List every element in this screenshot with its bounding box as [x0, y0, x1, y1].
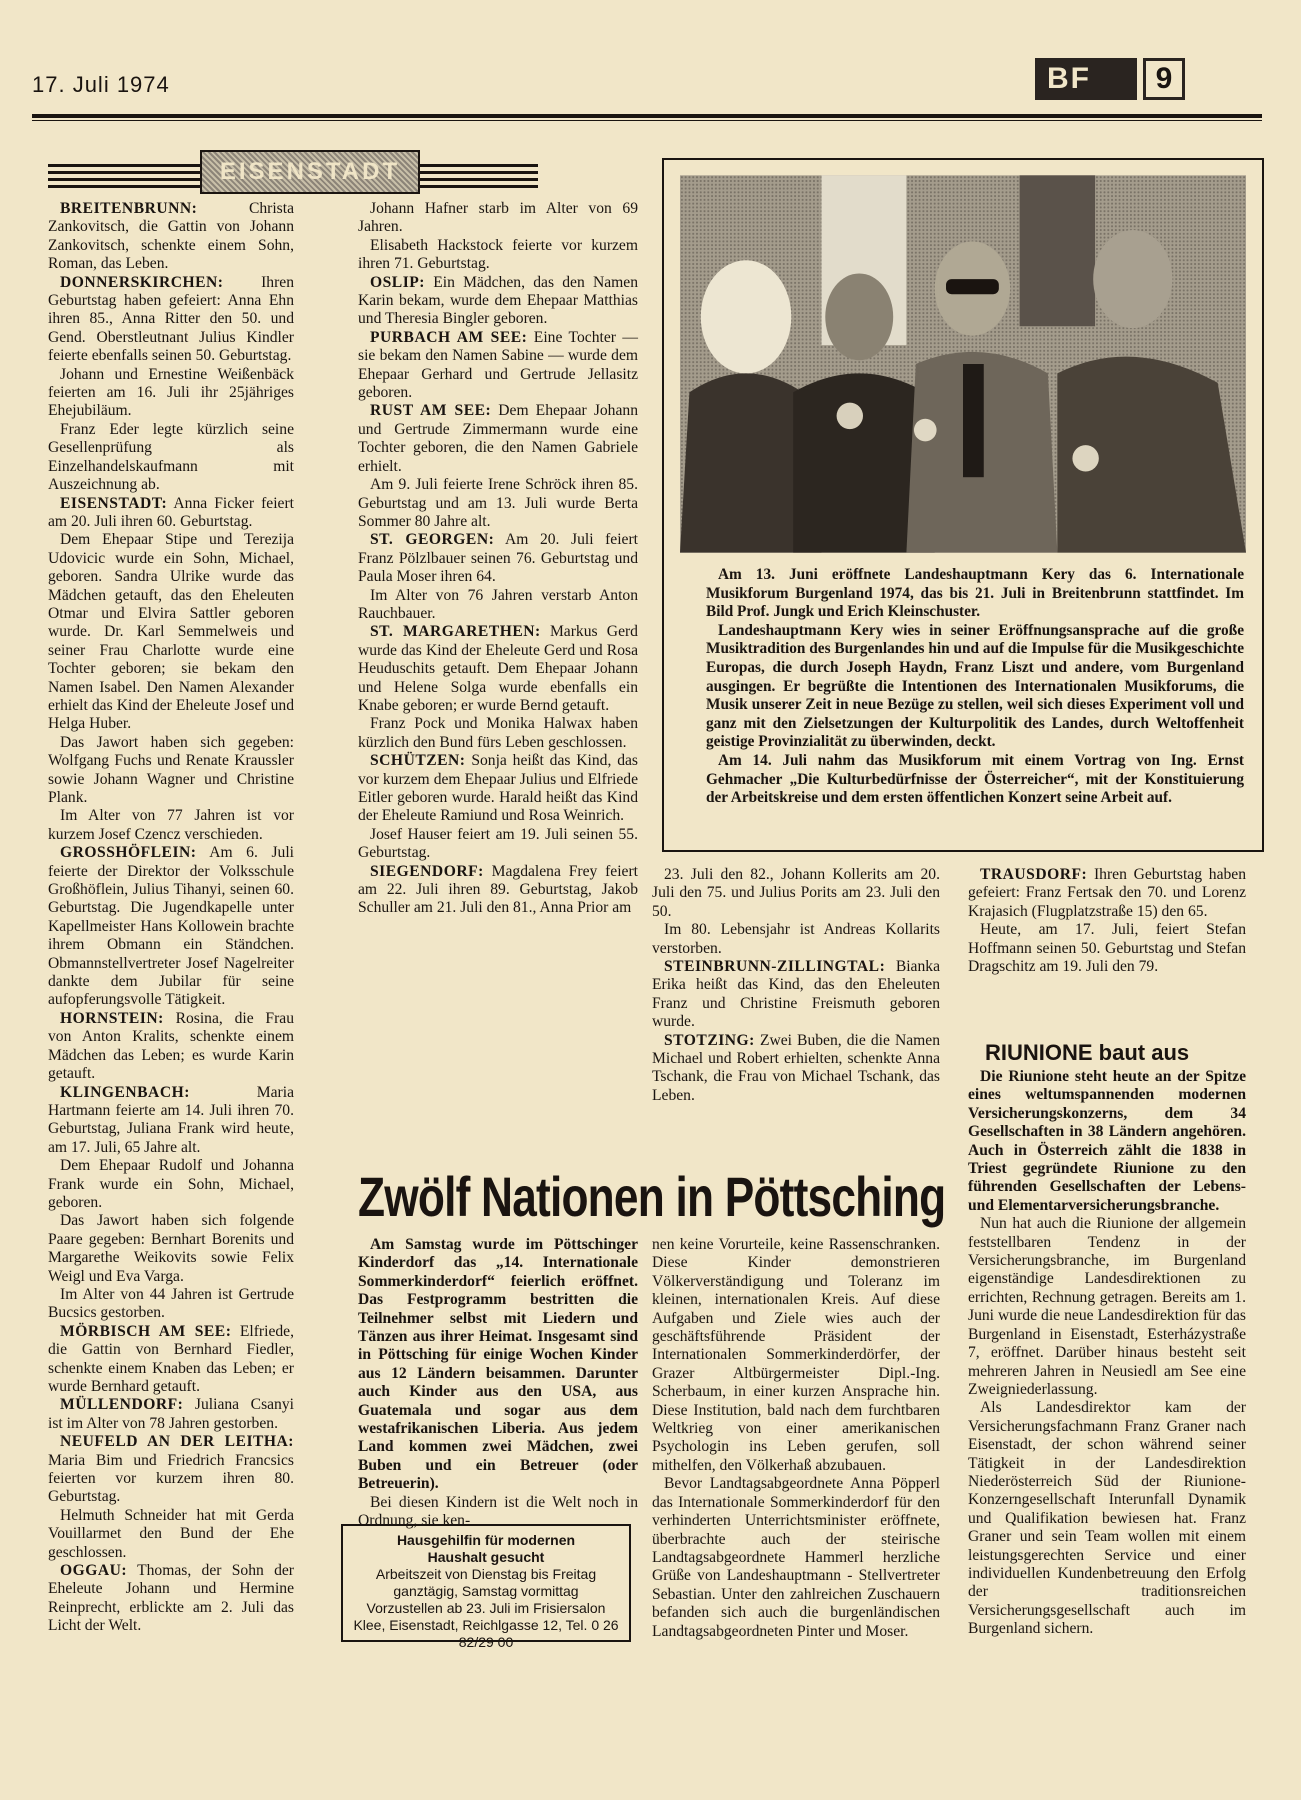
classified-ad [341, 1524, 631, 1650]
col2-entry [358, 329, 638, 403]
col1-entry [48, 1323, 294, 1397]
place-name: STEINBRUNN-ZILLINGTAL: [664, 958, 886, 976]
header-rule [32, 114, 1262, 121]
entry-text: Thomas, der Sohn der Eheleute Johann und Hermine Reinprecht, erblickte am 2. Juli das Licht der Welt. [48, 1562, 294, 1635]
column-1 [48, 200, 294, 1636]
event-photo [680, 166, 1246, 562]
riunione-headline: RIUNIONE baut aus [985, 1040, 1190, 1065]
col1-entry [48, 1212, 294, 1286]
col2-entry [358, 715, 638, 752]
riunione-paragraph-2: Als Landesdirektor kam der Versicherungsfachmann Franz Graner nach Eisenstadt, der schon während seiner Tätigkeit in der Landesdirektion Niederösterreich Süd der Riunione-Konzerngesellschaft Interunfall Dynamik und Qualifikation bewiesen hat. Franz Graner und sein Team wollen mit einem leistungsgerechten Service und einer individuellen Kundenbetreuung den Erfolg der traditionsreichen Versicherungsgesellschaft auch im Burgenland sichern. [968, 1399, 1246, 1638]
entry-text: Ein Mädchen, das den Namen Karin bekam, wurde dem Ehepaar Matthias und Theresia Bingler geboren. [358, 273, 638, 328]
newspaper-logo [1035, 58, 1185, 100]
entry-text: Elfriede, die Gattin von Bernhard Fiedler, schenkte einem Knaben das Leben; er wurde Bernhard getauft. [48, 1322, 294, 1395]
column-2 [358, 200, 638, 918]
logo-bf: BF [1035, 58, 1137, 100]
article-column-2 [652, 1236, 940, 1641]
col3-entry [652, 921, 940, 958]
riunione-paragraph-1: Nun hat auch die Riunione der allgemein feststellbaren Tendenz in der Versicherungsbranche, im Burgenland eigenständige Landesdirektionen zu errichten, Rechnung getragen. Bereits am 1. Juni wurde die neue Landesdirektion für das Burgenland in Eisenstadt, Esterházystraße 7, eröffnet. Darüber hinaus besteht seit mehreren Jahren in Neusiedl am See eine Zweigniederlassung. [968, 1215, 1246, 1398]
ad-title-1: Hausgehilfin für modernen [396, 1532, 576, 1548]
col3-entry [652, 958, 940, 1032]
column-3 [652, 866, 940, 1105]
place-name: STOTZING: [664, 1031, 755, 1049]
caption-paragraph: Landeshauptmann Kery wies in seiner Eröffnungsansprache auf die große Musiktradition des Burgenlandes hin und auf die Impulse für die Musikgeschichte Europas, die durch Joseph Haydn, Franz Liszt und andere, vom Burgenland ausgingen. Er begrüßte die Intentionen des Internationalen Musikforums, die Musik unserer Zeit in neue Bezüge zu stellen, weil sich dieses Experiment voll und ganz mit den Zielsetzungen der Kulturpolitik des Landes, durch Weltoffenheit geistige Provinzialität zu überwinden, deckt. [706, 621, 1244, 751]
article-body-1: Bei diesen Kindern ist die Welt noch in Ordnung, sie ken- [358, 1493, 638, 1530]
place-name: SCHÜTZEN: [370, 752, 466, 770]
riunione-lead: Die Riunione steht heute an der Spitze eines weltumspannenden modernen Versicherungskonzerns, dem 34 Gesellschaften in 38 Ländern angehören. Auch in Österreich zählt die 1838 in Triest gegründete Riunione zu den führenden Gesellschaften der Lebens- und Elementarversicherungsbranche. [968, 1068, 1246, 1214]
place-name: OSLIP: [370, 273, 425, 291]
col1-entry [48, 1286, 294, 1323]
col1-entry [48, 366, 294, 421]
article-column-1 [358, 1236, 638, 1531]
entry-text: Franz Pock und Monika Halwax haben kürzlich den Bund fürs Leben geschlossen. [358, 715, 638, 751]
caption-paragraph: Am 14. Juli nahm das Musikforum mit einem Vortrag von Ing. Ernst Gehmacher „Die Kulturbedürfnisse der Österreicher“, mit der Konstituierung der Arbeitskreise und dem ersten öffentlichen Konzert seine Arbeit auf. [706, 751, 1244, 807]
section-title: EISENSTADT [200, 150, 420, 194]
col1-entry [48, 844, 294, 1010]
entry-text: Das Jawort haben sich folgende Paare gegeben: Bernhart Borenits und Margarethe Weikovits sowie Felix Weigl und Eva Varga. [48, 1212, 294, 1285]
place-name: HORNSTEIN: [60, 1009, 164, 1027]
entry-text: Eine Tochter — sie bekam den Namen Sabine — wurde dem Ehepaar Gerhard und Gertrude Jellasitz geboren. [358, 328, 639, 402]
entry-text: Helmuth Schneider hat mit Gerda Vouillarmet den Bund der Ehe geschlossen. [48, 1506, 294, 1561]
col3-entry [652, 1032, 940, 1106]
col2-entry [358, 476, 638, 531]
entry-text: Maria Bim und Friedrich Francsics feierten vor kurzem ihren 80. Geburtstag. [48, 1451, 294, 1506]
place-name: ST. GEORGEN: [370, 531, 495, 549]
ad-contact: Vorzustellen ab 23. Juli im Frisiersalon Klee, Eisenstadt, Reichlgasse 12, Tel. 0 26 82/29 00 [353, 1600, 619, 1650]
entry-text: Im 80. Lebensjahr ist Andreas Kollarits verstorben. [652, 921, 940, 957]
entry-text: Im Alter von 44 Jahren ist Gertrude Bucsics gestorben. [48, 1285, 294, 1322]
place-name: BREITENBRUNN: [60, 200, 198, 217]
entry-text: Bianka Erika heißt das Kind, das den Eheleuten Franz und Christine Freismuth geboren wurde. [652, 958, 940, 1031]
place-name: EISENSTADT: [60, 494, 168, 512]
column-4 [968, 866, 1246, 976]
col2-entry [358, 623, 638, 715]
col1-entry [48, 531, 294, 733]
entry-text: Johann und Ernestine Weißenbäck feierten am 16. Juli ihr 25jähriges Ehejubiläum. [48, 365, 294, 420]
col2-entry [358, 200, 638, 237]
entry-text: Elisabeth Hackstock feierte vor kurzem ihren 71. Geburtstag. [358, 236, 638, 273]
entry-text: Franz Eder legte kürzlich seine Gesellenprüfung als Einzelhandelskaufmann mit Auszeichnung ab. [48, 420, 294, 494]
caption-paragraph: Am 13. Juni eröffnete Landeshauptmann Kery das 6. Internationale Musikforum Burgenland 1974, das bis 21. Juli in Breitenbrunn stattfindet. Im Bild Prof. Jungk und Erich Kleinschuster. [706, 566, 1244, 621]
place-name: KLINGENBACH: [60, 1083, 190, 1101]
article-paragraph: nen keine Vorurteile, keine Rassenschranken. Diese Kinder demonstrieren Völkerverständigung und Toleranz im kleinen, internationalen Kreis. Auf diese Aufgaben und Ziele wies auch der geschäftsführende Präsident der Internationalen Sommerkinderdörfer, der Grazer Altbürgermeister Dipl.-Ing. Scherbaum, in einer kurzen Ansprache hin. Diese Institution, bald nach dem furchtbaren Weltkrieg von einer amerikanischen Psychologin ins Leben gerufen, soll mithelfen, den Völkerhaß abzubauen. [652, 1236, 940, 1474]
photo-caption [706, 566, 1244, 808]
col2-entry [358, 826, 638, 863]
col1-entry [48, 1562, 294, 1636]
place-name: DONNERSKIRCHEN: [60, 273, 224, 291]
col2-entry [358, 863, 638, 918]
entry-text: Ihren Geburtstag haben gefeiert: Anna Ehn ihren 85., Anna Ritter den 50. und Gend. Oberstleutnant Julius Kindler feierte ebenfalls seinen 50. Geburtstag. [48, 273, 294, 365]
entry-text: Dem Ehepaar Stipe und Terezija Udovicic wurde ein Sohn, Michael, geboren. Sandra Ulrike wurde das Mädchen getauft, das den Eheleuten Otmar und Elvira Sattler geboren wurde. Dr. Karl Semmelweis und seiner Frau Charlotte wurde eine Tochter geboren; sie bekam den Namen Isabel. Den Namen Alexander erhielt das Kind der Eheleute Josef und Helga Huber. [48, 531, 294, 733]
entry-text: Am 20. Juli feiert Franz Pölzlbauer seinen 76. Geburtstag und Paula Moser ihren 64. [358, 531, 638, 586]
page-number: 9 [1143, 58, 1185, 100]
place-name: TRAUSDORF: [980, 866, 1088, 883]
article-paragraph: Bevor Landtagsabgeordnete Anna Pöpperl das Internationale Sommerkinderdorf für den verhinderten Unterrichtsminister eröffnete, überbrachte auch der steirische Landtagsabgeordnete Hammerl herzliche Grüße von Landeshauptmann - Stellvertreter Sebastian. Unter den zahlreichen Zuschauern befanden sich auch die burgenländischen Landtagsabgeordneten Pinter und Moser. [652, 1475, 940, 1640]
entry-text: Magdalena Frey feiert am 22. Juli ihren 89. Geburtstag, Jakob Schuller am 21. Juli den 81., Anna Prior am [358, 862, 638, 917]
col4-entry [968, 921, 1246, 976]
col1-entry [48, 1507, 294, 1562]
col1-entry [48, 495, 294, 532]
entry-text: Maria Hartmann feierte am 14. Juli ihren 70. Geburtstag, Juliana Frank wird heute, am 17. Juli, 65 Jahre alt. [48, 1083, 294, 1156]
place-name: MÜLLENDORF: [60, 1396, 184, 1414]
entry-text: Anna Ficker feiert am 20. Juli ihren 60. Geburtstag. [48, 494, 294, 530]
place-name: OGGAU: [60, 1562, 128, 1580]
entry-text: Johann Hafner starb im Alter von 69 Jahren. [358, 200, 638, 236]
col4-entry [968, 866, 1246, 921]
entry-text: Rosina, die Frau von Anton Kralits, schenkte einem Mädchen das Leben; es wurde Karin getauft. [48, 1009, 294, 1083]
entry-text: Am 6. Juli feierte der Direktor der Volksschule Großhöflein, Julius Tihanyi, seinen 60. Geburtstag. Die Jugendkapelle unter Kapellmeister Hans Kollowein brachte ihrem Obmann ein Ständchen. Obmannstellvertreter Josef Nagelreiter dankte dem Jubilar für seine aufopferungsvolle Tätigkeit. [48, 844, 294, 1009]
entry-text: Heute, am 17. Juli, feiert Stefan Hoffmann seinen 50. Geburtstag und Stefan Dragschitz am 19. Juli den 79. [968, 921, 1246, 976]
entry-text: Das Jawort haben sich gegeben: Wolfgang Fuchs und Renate Kraussler sowie Johann Wagner und Christine Plank. [48, 733, 294, 806]
ad-hours: Arbeitszeit von Dienstag bis Freitag ganztägig, Samstag vormittag [375, 1566, 597, 1599]
entry-text: Zwei Buben, die die Namen Michael und Robert erhielten, schenkte Anna Tschank, die Frau von Michael Tschank, das Leben. [652, 1031, 940, 1104]
col2-entry [358, 531, 638, 586]
article-lead: Am Samstag wurde im Pöttschinger Kinderdorf das „14. Internationale Sommerkinderdorf“ feierlich eröffnet. Das Festprogramm bestritten die Teilnehmer selbst mit Liedern und Tänzen aus ihrer Heimat. Insgesamt sind in Pöttsching für einige Wochen Kinder aus 12 Ländern beisammen. Darunter auch Kinder aus den USA, aus Guatemala und sogar aus dem westafrikanischen Liberia. Aus jedem Land kommen zwei Mädchen, zwei Buben und ein Betreuer (oder Betreuerin). [358, 1236, 638, 1493]
place-name: GROSSHÖFLEIN: [60, 844, 197, 862]
issue-date: 17. Juli 1974 [32, 72, 170, 97]
entry-text: Josef Hauser feiert am 19. Juli seinen 55. Geburtstag. [358, 825, 638, 862]
ad-title-2: Haushalt gesucht [427, 1549, 545, 1565]
place-name: SIEGENDORF: [370, 862, 484, 880]
place-name: NEUFELD AN DER LEITHA: [60, 1433, 294, 1451]
col1-entry [48, 1084, 294, 1158]
entry-text: Juliana Csanyi ist im Alter von 78 Jahren gestorben. [48, 1396, 294, 1432]
col1-entry [48, 1157, 294, 1212]
col2-entry [358, 587, 638, 624]
riunione-article [968, 1068, 1246, 1639]
col1-entry [48, 200, 294, 274]
entry-text: Am 9. Juli feierte Irene Schröck ihren 85. Geburtstag und am 13. Juli wurde Berta Sommer 80 Jahre alt. [358, 476, 638, 530]
col1-entry [48, 734, 294, 808]
entry-text: Markus Gerd wurde das Kind der Eheleute Gerd und Rosa Heuduschits getauft. Dem Ehepaar Johann und Helene Solga wurde ebenfalls ein Knabe geboren; er wurde Bernd getauft. [358, 623, 638, 714]
entry-text: Im Alter von 77 Jahren ist vor kurzem Josef Czencz verschieden. [48, 807, 294, 843]
col1-entry [48, 274, 294, 366]
article-headline: Zwölf Nationen in Pöttsching [358, 1165, 946, 1228]
entry-text: Christa Zankovitsch, die Gattin von Johann Zankovitsch, schenkte einem Sohn, Roman, das Leben. [48, 200, 294, 273]
entry-text: Im Alter von 76 Jahren verstarb Anton Rauchbauer. [358, 586, 638, 622]
place-name: RUST AM SEE: [370, 402, 492, 420]
col1-entry [48, 1433, 294, 1507]
col3-entry [652, 866, 940, 921]
col1-entry [48, 1010, 294, 1084]
col2-entry [358, 402, 638, 476]
entry-text: Sonja heißt das Kind, das vor kurzem dem Ehepaar Julius und Elfriede Eitler geboren wurde. Harald heißt das Kind der Eheleute Ramiund und Rosa Weinrich. [358, 752, 638, 825]
col2-entry [358, 237, 638, 274]
entry-text: Dem Ehepaar Rudolf und Johanna Frank wurde ein Sohn, Michael, geboren. [48, 1157, 294, 1211]
col2-entry [358, 274, 638, 329]
place-name: MÖRBISCH AM SEE: [60, 1322, 232, 1340]
entry-text: Dem Ehepaar Johann und Gertrude Zimmermann wurde eine Tochter geboren, die den Namen Gabriele erhielt. [358, 402, 638, 475]
entry-text: Ihren Geburtstag haben gefeiert: Franz Fertsak den 70. und Lorenz Krajasich (Flugplatzstraße 15) den 65. [968, 866, 1246, 920]
place-name: PURBACH AM SEE: [370, 328, 528, 346]
col2-entry [358, 752, 638, 826]
entry-text: 23. Juli den 82., Johann Kollerits am 20. Juli den 75. und Julius Porits am 23. Juli den 50. [652, 866, 940, 920]
col1-entry [48, 421, 294, 495]
place-name: ST. MARGARETHEN: [370, 623, 541, 641]
col1-entry [48, 1396, 294, 1433]
col1-entry [48, 807, 294, 844]
